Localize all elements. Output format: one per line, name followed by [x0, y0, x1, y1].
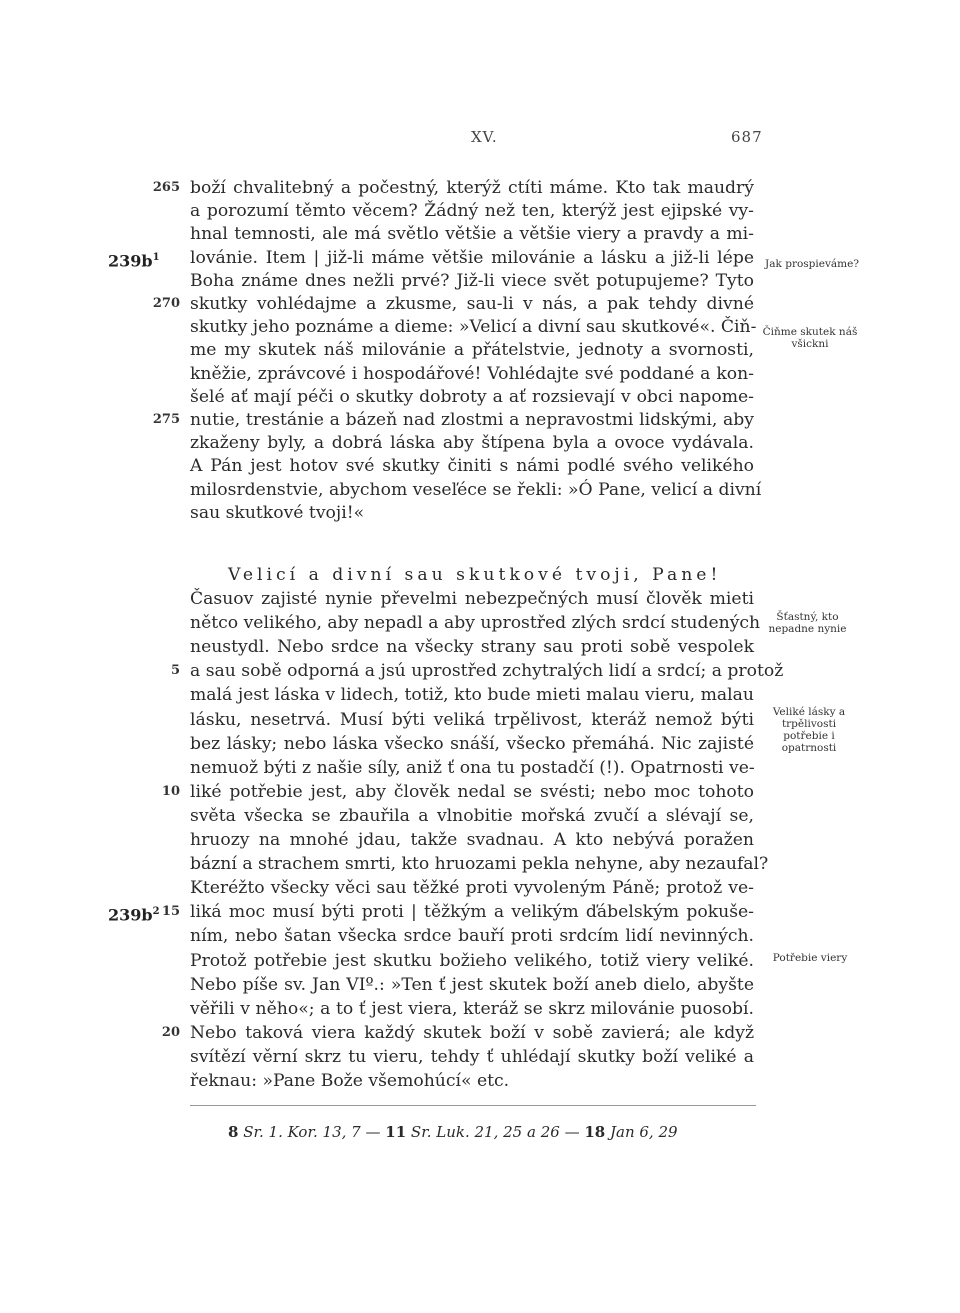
line-number: 275	[152, 412, 180, 427]
footnote	[228, 1122, 728, 1142]
text-line: Protož potřebie jest skutku božieho velikého, totiž viery veliké.	[190, 950, 754, 971]
footnote-number: 11	[385, 1123, 407, 1141]
text-line: me my skutek náš milovánie a přátelstvie, jednoty a svornosti,	[190, 340, 754, 361]
text-line: lovánie. Item | již-li máme většie milovánie a lásku a již-li lépe	[190, 247, 754, 268]
text-line: řeknau: »Pane Bože všemohúcí« etc.	[190, 1071, 510, 1091]
line-number: 10	[161, 783, 180, 799]
margin-note: Jak prospieváme?	[765, 258, 859, 270]
text-line: liká moc musí býti proti | těžkým a velikým ďábelským pokuše-	[190, 902, 754, 923]
text-line: Nebo píše sv. Jan VIº.: »Ten ť jest skutek boží aneb dielo, abyšte	[190, 974, 754, 995]
text-line: bázní a strachem smrti, kto hruozami pekla nehyne, aby nezaufal?	[190, 854, 769, 875]
margin-note: Veliké lásky a trpělivosti potřebie i opatrnosti	[772, 706, 846, 754]
margin-note: Čiňme skutek náš všickni	[762, 326, 858, 350]
text-line: malá jest láska v lidech, totiž, kto bude mieti malau vieru, malau	[190, 685, 754, 706]
text-line: svítězí věrní skrz tu vieru, tehdy ť uhlédají skutky boží veliké a	[190, 1046, 754, 1067]
line-number: 265	[152, 180, 180, 195]
text-line: Boha známe dnes nežli prvé? Již-li viece svět potupujeme? Tyto	[190, 270, 754, 291]
text-line: sau skutkové tvoji!«	[190, 502, 365, 523]
text-line: Časuov zajisté nynie převelmi nebezpečných musí člověk mieti	[190, 589, 754, 609]
line-number: 5	[170, 663, 180, 679]
text-line: skutky vohlédajme a zkusme, sau-li v nás, a pak tehdy divné	[190, 294, 754, 314]
footnote-dash: —	[365, 1123, 381, 1141]
text-line: hnal temnosti, ale má světlo většie a většie viery a pravdy a mi-	[190, 224, 754, 245]
text-line: ním, nebo šatan všecka srdce bauří proti srdcím lidí nevinných.	[190, 926, 754, 947]
text-line: bez lásky; nebo láska všecko snáší, všecko přemáhá. Nic zajisté	[190, 733, 754, 754]
text-line: liké potřebie jest, aby člověk nedal se svésti; nebo moc tohoto	[190, 781, 754, 802]
text-line: skutky jeho poznáme a dieme: »Velicí a divní sau skutkové«. Čiň-	[190, 317, 757, 338]
text-line: zkaženy byly, a dobrá láska aby štípena byla a ovoce vydávala.	[190, 433, 754, 454]
text-line: Kteréžto všecky věci sau těžké proti vyvoleným Páně; protož ve-	[190, 878, 754, 899]
footnote-dash: —	[564, 1123, 580, 1141]
margin-note: Šťastný, kto nepadne nynie	[768, 611, 847, 635]
text-line: milosrdenstvie, abychom veseľéce se řekli: »Ó Pane, velicí a divní	[190, 479, 762, 500]
footnote-number: 18	[584, 1123, 606, 1141]
text-line: a sau sobě odporná a jsú uprostřed zchytralých lidí a srdcí; a protož	[190, 661, 784, 682]
margin-note: Potřebie viery	[772, 952, 848, 964]
folio-marker	[108, 246, 160, 273]
line-number: 20	[161, 1024, 180, 1040]
folio-label: 239b	[108, 250, 153, 270]
text-line: A Pán jest hotov své skutky činiti s námi podlé svého velikého	[190, 456, 754, 477]
section-title: Velicí a divní sau skutkové tvoji, Pane!	[228, 565, 722, 585]
footnote-number: 8	[228, 1123, 239, 1141]
text-line: Nebo taková viera každý skutek boží v sobě zavierá; ale když	[190, 1022, 754, 1043]
chapter-header: XV.	[471, 128, 498, 146]
folio-label: 239b	[108, 905, 153, 925]
line-number: 15	[161, 904, 180, 920]
text-line: hruozy na mnohé jdau, takže svadnau. A kto nebývá poražen	[190, 830, 754, 850]
footnote-reference: Jan 6, 29	[610, 1123, 678, 1141]
footnote-divider	[190, 1105, 756, 1106]
footnote-reference: Sr. Luk. 21, 25 a 26	[410, 1123, 560, 1141]
folio-superscript: 1	[152, 251, 160, 263]
folio-superscript: 2	[152, 906, 160, 918]
folio-marker	[108, 900, 160, 927]
text-line: nutie, trestánie a bázeň nad zlostmi a nepravostmi lidskými, aby	[190, 410, 754, 430]
text-line: a porozumí těmto věcem? Žádný než ten, kterýž jest ejipské vy-	[190, 201, 754, 222]
text-line: šelé ať mají péči o skutky dobroty a ať rozsievají v obci napome-	[190, 386, 754, 407]
text-line: nemuož býti z našie síly, aniž ť ona tu postadčí (!). Opatrnosti ve-	[190, 757, 755, 778]
text-line: boží chvalitebný a počestný, kterýž ctíti máme. Kto tak maudrý	[190, 178, 754, 198]
text-line: nětco velikého, aby nepadl a aby uprostřed zlých srdcí studených	[190, 613, 761, 634]
text-line: světa všecka se zbauřila a vlnobitie mořská zvučí a slévají se,	[190, 805, 754, 826]
text-line: věřili v něho«; a to ť jest viera, kteráž se skrz milovánie puosobí.	[190, 998, 754, 1019]
line-number: 270	[152, 296, 180, 311]
page-number: 687	[731, 128, 763, 146]
footnote-reference: Sr. 1. Kor. 13, 7	[243, 1123, 361, 1141]
text-line: neustydl. Nebo srdce na všecky strany sau proti sobě vespolek	[190, 637, 754, 658]
text-line: lásku, nesetrvá. Musí býti veliká trpělivost, kteráž nemož býti	[190, 709, 754, 730]
text-line: kněžie, zprávcové i hospodářové! Vohlédajte své poddané a kon-	[190, 363, 754, 384]
